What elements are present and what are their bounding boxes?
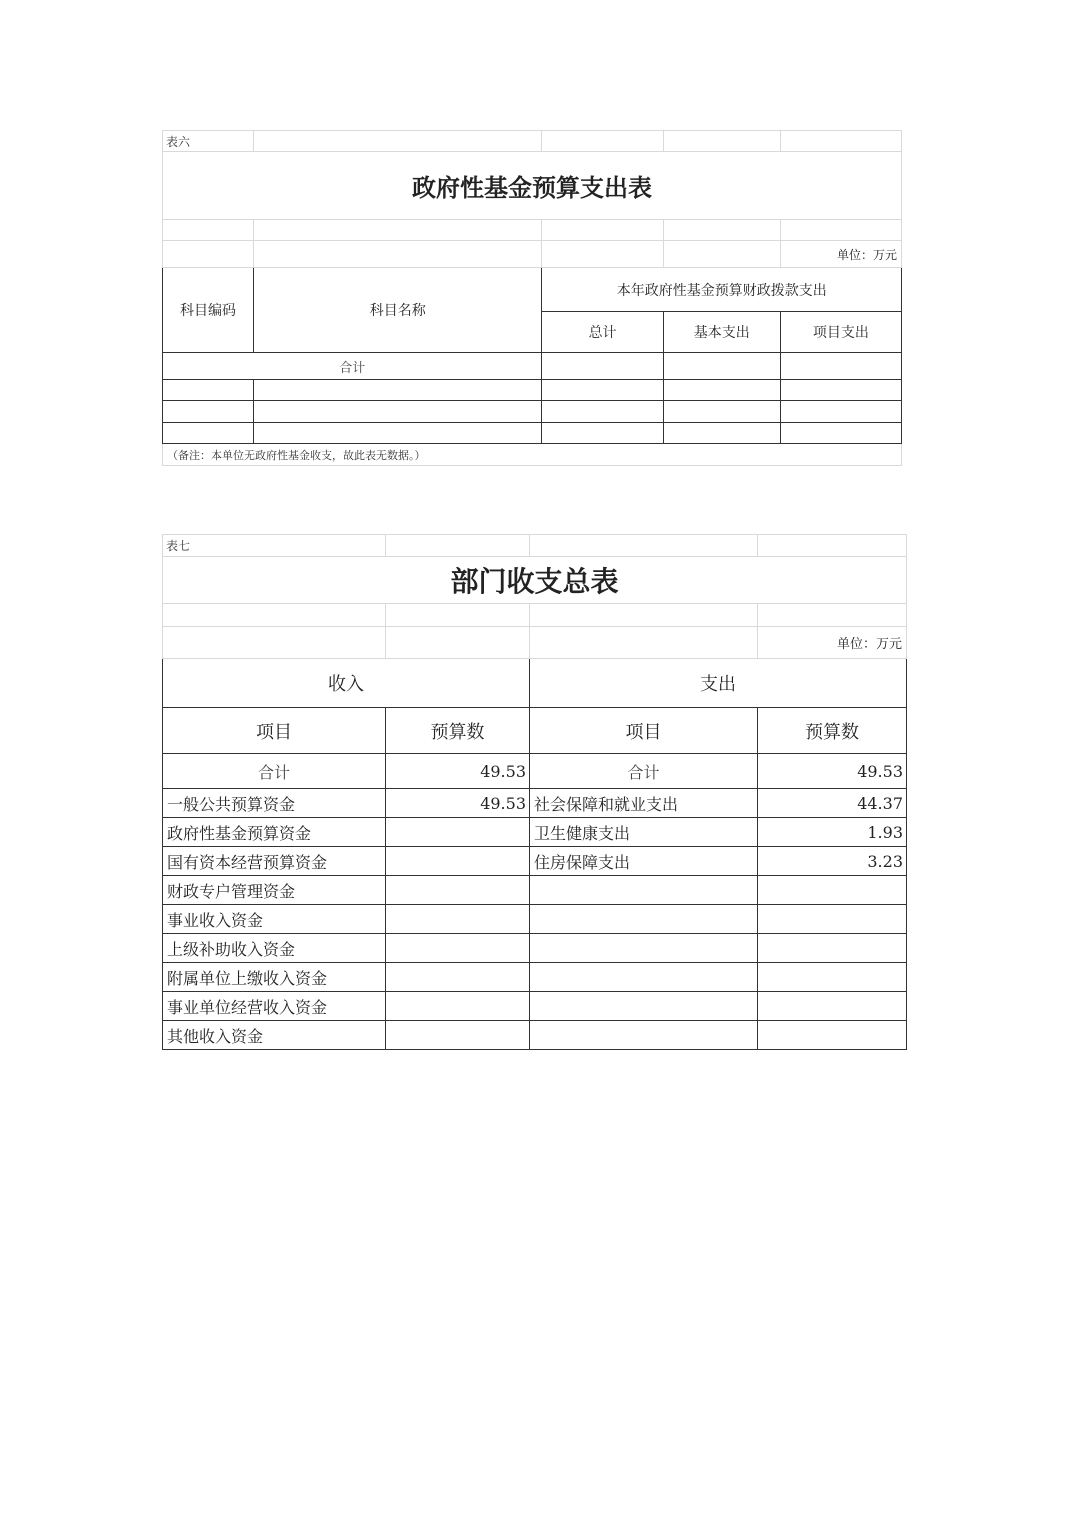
table-tag: 表七 xyxy=(163,535,386,557)
sum-expense-value: 49.53 xyxy=(758,754,907,789)
header-expense-budget: 预算数 xyxy=(758,708,907,754)
expense-value xyxy=(758,934,907,963)
expense-item xyxy=(530,1021,758,1050)
header-code: 科目编码 xyxy=(163,268,254,353)
table-row xyxy=(163,934,907,963)
table-tag: 表六 xyxy=(163,131,254,152)
expense-item xyxy=(530,934,758,963)
table-title: 部门收支总表 xyxy=(163,557,907,604)
income-value xyxy=(386,847,530,876)
expense-item: 社会保障和就业支出 xyxy=(530,789,758,818)
table-row xyxy=(163,992,907,1021)
income-item: 其他收入资金 xyxy=(163,1021,386,1050)
income-value xyxy=(386,992,530,1021)
income-item: 事业单位经营收入资金 xyxy=(163,992,386,1021)
header-expense-item: 项目 xyxy=(530,708,758,754)
header-total: 总计 xyxy=(542,312,663,353)
income-item: 财政专户管理资金 xyxy=(163,876,386,905)
income-item: 附属单位上缴收入资金 xyxy=(163,963,386,992)
expense-item: 住房保障支出 xyxy=(530,847,758,876)
sum-expense-label: 合计 xyxy=(530,754,758,789)
unit-label: 单位：万元 xyxy=(758,627,907,659)
expense-item xyxy=(530,876,758,905)
expense-item xyxy=(530,992,758,1021)
income-value xyxy=(386,818,530,847)
header-income-budget: 预算数 xyxy=(386,708,530,754)
government-fund-expenditure-table xyxy=(162,130,902,466)
income-item: 一般公共预算资金 xyxy=(163,789,386,818)
sum-label: 合计 xyxy=(163,353,542,380)
table-row xyxy=(163,876,907,905)
table-row xyxy=(163,380,902,401)
expense-value xyxy=(758,905,907,934)
expense-value xyxy=(758,963,907,992)
table-row xyxy=(163,818,907,847)
expense-value: 44.37 xyxy=(758,789,907,818)
income-item: 上级补助收入资金 xyxy=(163,934,386,963)
expense-item: 卫生健康支出 xyxy=(530,818,758,847)
header-income-item: 项目 xyxy=(163,708,386,754)
header-expense: 支出 xyxy=(530,659,907,708)
income-value xyxy=(386,876,530,905)
income-value: 49.53 xyxy=(386,789,530,818)
expense-value: 3.23 xyxy=(758,847,907,876)
sum-row xyxy=(163,754,907,789)
income-value xyxy=(386,1021,530,1050)
header-group: 本年政府性基金预算财政拨款支出 xyxy=(542,268,902,312)
table-row xyxy=(163,423,902,444)
header-income: 收入 xyxy=(163,659,530,708)
table-row xyxy=(163,401,902,423)
header-project: 项目支出 xyxy=(780,312,901,353)
table-note: （备注：本单位无政府性基金收支，故此表无数据。） xyxy=(163,444,902,466)
table-row xyxy=(163,847,907,876)
income-value xyxy=(386,963,530,992)
expense-item xyxy=(530,963,758,992)
expense-item xyxy=(530,905,758,934)
income-value xyxy=(386,934,530,963)
income-item: 政府性基金预算资金 xyxy=(163,818,386,847)
table-row xyxy=(163,789,907,818)
expense-value xyxy=(758,876,907,905)
table-row xyxy=(163,963,907,992)
table-row xyxy=(163,905,907,934)
sum-income-label: 合计 xyxy=(163,754,386,789)
table-title: 政府性基金预算支出表 xyxy=(163,152,902,220)
unit-label: 单位：万元 xyxy=(780,241,901,268)
income-item: 国有资本经营预算资金 xyxy=(163,847,386,876)
expense-value xyxy=(758,992,907,1021)
expense-value: 1.93 xyxy=(758,818,907,847)
header-basic: 基本支出 xyxy=(663,312,780,353)
income-item: 事业收入资金 xyxy=(163,905,386,934)
header-name: 科目名称 xyxy=(254,268,542,353)
sum-income-value: 49.53 xyxy=(386,754,530,789)
table-row xyxy=(163,1021,907,1050)
expense-value xyxy=(758,1021,907,1050)
income-value xyxy=(386,905,530,934)
department-income-expense-table xyxy=(162,534,907,1050)
